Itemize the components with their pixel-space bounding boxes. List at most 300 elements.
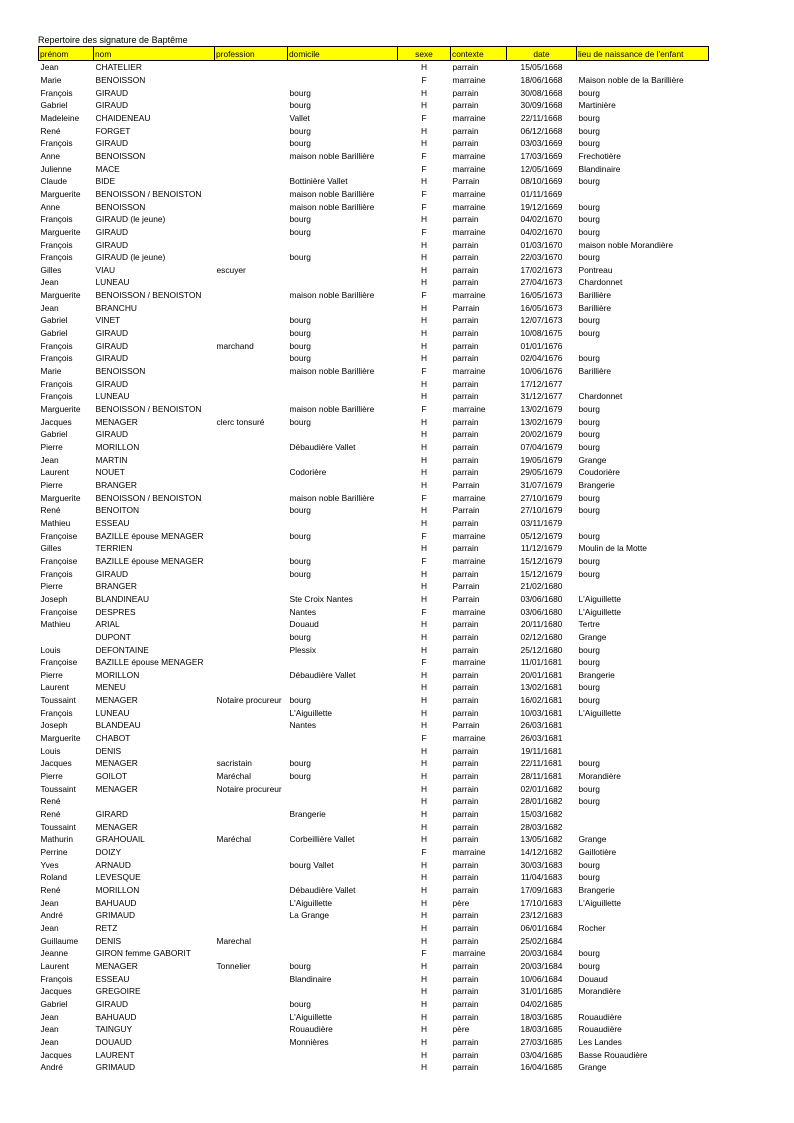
contexte-cell: Parrain xyxy=(452,176,480,187)
lieu-naissance-cell: Rocher xyxy=(578,922,606,933)
domicile-cell xyxy=(288,276,398,289)
date-cell: 26/03/1681 xyxy=(520,720,563,731)
date-cell: 12/05/1669 xyxy=(520,163,563,174)
profession-cell xyxy=(215,226,288,239)
sexe-cell: H xyxy=(420,859,428,870)
prenom-cell: Jeanne xyxy=(40,948,68,959)
header-profession: profession xyxy=(215,47,288,61)
profession-cell: clerc tonsuré xyxy=(216,416,265,427)
prenom-cell: Jean xyxy=(40,897,59,908)
prenom-cell: Jean xyxy=(40,277,59,288)
domicile-cell: bourg xyxy=(289,87,311,98)
lieu-naissance-cell: Grange xyxy=(578,1062,607,1073)
profession-cell xyxy=(215,1048,288,1061)
sexe-cell: F xyxy=(421,366,427,377)
sexe-cell: H xyxy=(420,87,428,98)
contexte-cell: parrain xyxy=(452,391,479,402)
sexe-cell: F xyxy=(421,492,427,503)
contexte-cell: parrain xyxy=(452,340,479,351)
table-row xyxy=(39,428,709,441)
domicile-cell: Rouaudière xyxy=(289,1024,333,1035)
table-row xyxy=(39,605,709,618)
sexe-cell: H xyxy=(420,62,428,73)
contexte-cell: parrain xyxy=(452,783,479,794)
sexe-cell: H xyxy=(420,1011,428,1022)
prenom-cell: Louis xyxy=(40,644,61,655)
domicile-cell xyxy=(288,782,398,795)
contexte-cell: parrain xyxy=(452,315,479,326)
nom-cell: GOILOT xyxy=(95,771,128,782)
lieu-naissance-cell: Moulin de la Motte xyxy=(578,543,647,554)
sexe-cell: H xyxy=(420,391,428,402)
domicile-cell: maison noble Barillière xyxy=(289,404,375,415)
prenom-cell: Pierre xyxy=(40,442,63,453)
lieu-naissance-cell xyxy=(577,339,709,352)
nom-cell: DENIS xyxy=(95,745,122,756)
sexe-cell: H xyxy=(420,353,428,364)
sexe-cell: H xyxy=(420,758,428,769)
contexte-cell: parrain xyxy=(452,87,479,98)
nom-cell: GRIMAUD xyxy=(95,910,136,921)
nom-cell: GREGOIRE xyxy=(95,986,141,997)
domicile-cell xyxy=(288,390,398,403)
domicile-cell xyxy=(288,377,398,390)
table-row xyxy=(39,896,709,909)
domicile-cell xyxy=(288,820,398,833)
contexte-cell: parrain xyxy=(452,859,479,870)
date-cell: 11/12/1679 xyxy=(520,543,563,554)
nom-cell: GIRAUD xyxy=(95,239,129,250)
sexe-cell: F xyxy=(421,733,427,744)
table-row xyxy=(39,377,709,390)
table-row xyxy=(39,403,709,416)
table-row xyxy=(39,1023,709,1036)
date-cell: 20/03/1684 xyxy=(520,960,563,971)
domicile-cell: maison noble Barillière xyxy=(289,150,375,161)
contexte-cell: parrain xyxy=(452,214,479,225)
domicile-cell xyxy=(288,301,398,314)
profession-cell xyxy=(215,112,288,125)
lieu-naissance-cell xyxy=(577,808,709,821)
date-cell: 13/02/1679 xyxy=(520,416,563,427)
lieu-naissance-cell xyxy=(577,517,709,530)
date-cell: 17/02/1673 xyxy=(520,264,563,275)
prenom-cell: François xyxy=(40,391,73,402)
table-row xyxy=(39,858,709,871)
sexe-cell: H xyxy=(420,935,428,946)
date-cell: 17/03/1669 xyxy=(520,150,563,161)
contexte-cell: parrain xyxy=(452,543,479,554)
prenom-cell: Jean xyxy=(40,302,59,313)
domicile-cell xyxy=(288,238,398,251)
date-cell: 02/12/1680 xyxy=(520,631,563,642)
date-cell: 04/02/1685 xyxy=(520,998,563,1009)
domicile-cell: bourg xyxy=(289,505,311,516)
profession-cell xyxy=(215,61,288,74)
prenom-cell: François xyxy=(40,378,73,389)
lieu-naissance-cell: Pontreau xyxy=(578,264,613,275)
domicile-cell xyxy=(288,74,398,87)
nom-cell: DUPONT xyxy=(95,631,131,642)
lieu-naissance-cell: Coudorière xyxy=(578,467,620,478)
prenom-cell: Toussaint xyxy=(40,695,76,706)
profession-cell xyxy=(215,188,288,201)
contexte-cell: marraine xyxy=(452,404,486,415)
prenom-cell: Mathieu xyxy=(40,517,71,528)
prenom-cell: Jacques xyxy=(40,986,72,997)
table-row xyxy=(39,504,709,517)
table-row xyxy=(39,669,709,682)
prenom-cell: Toussaint xyxy=(40,821,76,832)
date-cell: 02/01/1682 xyxy=(520,783,563,794)
lieu-naissance-cell: Grange xyxy=(578,834,607,845)
sexe-cell: F xyxy=(421,188,427,199)
header-nom: nom xyxy=(94,47,215,61)
nom-cell: DOUAUD xyxy=(95,1036,132,1047)
contexte-cell: parrain xyxy=(452,1049,479,1060)
domicile-cell: L'Aiguillette xyxy=(289,897,333,908)
date-cell: 10/03/1681 xyxy=(520,707,563,718)
table-row xyxy=(39,276,709,289)
nom-cell: GIRAUD xyxy=(95,998,129,1009)
date-cell: 22/11/1668 xyxy=(520,112,563,123)
nom-cell: GIRARD xyxy=(95,809,129,820)
profession-cell: Maréchal xyxy=(216,771,251,782)
table-row xyxy=(39,681,709,694)
contexte-cell: parrain xyxy=(452,960,479,971)
prenom-cell: Pierre xyxy=(40,479,63,490)
header-sexe: sexe xyxy=(398,47,451,61)
domicile-cell xyxy=(288,162,398,175)
nom-cell: GIRAUD (le jeune) xyxy=(95,252,166,263)
profession-cell xyxy=(215,479,288,492)
lieu-naissance-cell: bourg xyxy=(578,176,600,187)
lieu-naissance-cell: Grange xyxy=(578,631,607,642)
sexe-cell: F xyxy=(421,404,427,415)
contexte-cell: parrain xyxy=(452,568,479,579)
nom-cell: GIRAUD xyxy=(95,429,129,440)
prenom-cell: Gabriel xyxy=(40,315,68,326)
prenom-cell: Pierre xyxy=(40,669,63,680)
lieu-naissance-cell xyxy=(577,744,709,757)
domicile-cell: bourg Vallet xyxy=(289,859,334,870)
domicile-cell: L'Aiguillette xyxy=(289,707,333,718)
prenom-cell: Jean xyxy=(40,454,59,465)
contexte-cell: parrain xyxy=(452,745,479,756)
lieu-naissance-cell: Morandière xyxy=(578,771,621,782)
date-cell: 05/12/1679 xyxy=(520,530,563,541)
profession-cell xyxy=(215,251,288,264)
document-sheet xyxy=(38,35,718,1074)
nom-cell: GIRAUD xyxy=(95,328,129,339)
date-cell: 15/05/1668 xyxy=(520,62,563,73)
sexe-cell: F xyxy=(421,74,427,85)
prenom-cell: Jean xyxy=(40,1011,59,1022)
prenom-cell: Jean xyxy=(40,922,59,933)
domicile-cell: bourg xyxy=(289,226,311,237)
contexte-cell: parrain xyxy=(452,631,479,642)
nom-cell: GIRAUD xyxy=(95,378,129,389)
profession-cell xyxy=(215,580,288,593)
nom-cell: LAURENT xyxy=(95,1049,135,1060)
nom-cell: CHAIDENEAU xyxy=(95,112,151,123)
date-cell: 20/03/1684 xyxy=(520,948,563,959)
prenom-cell: Françoise xyxy=(40,555,78,566)
contexte-cell: parrain xyxy=(452,454,479,465)
sexe-cell: H xyxy=(420,252,428,263)
date-cell: 19/05/1679 xyxy=(520,454,563,465)
lieu-naissance-cell: bourg xyxy=(578,252,600,263)
table-row xyxy=(39,529,709,542)
domicile-cell: maison noble Barillière xyxy=(289,188,375,199)
domicile-cell xyxy=(288,871,398,884)
lieu-naissance-cell: Maison noble de la Barillière xyxy=(578,74,684,85)
contexte-cell: Parrain xyxy=(452,505,480,516)
date-cell: 16/05/1673 xyxy=(520,290,563,301)
prenom-cell: Roland xyxy=(40,872,68,883)
contexte-cell: parrain xyxy=(452,809,479,820)
sexe-cell: F xyxy=(421,657,427,668)
nom-cell: BAHUAUD xyxy=(95,897,137,908)
profession-cell xyxy=(215,846,288,859)
sexe-cell: H xyxy=(420,771,428,782)
nom-cell: CHATELIER xyxy=(95,62,142,73)
contexte-cell: parrain xyxy=(452,986,479,997)
prenom-cell: Joseph xyxy=(40,720,68,731)
date-cell: 01/03/1670 xyxy=(520,239,563,250)
table-row xyxy=(39,61,709,74)
prenom-cell: Gabriel xyxy=(40,100,68,111)
profession-cell: marchand xyxy=(216,340,254,351)
profession-cell xyxy=(215,162,288,175)
prenom-cell: René xyxy=(40,884,61,895)
sexe-cell: H xyxy=(420,239,428,250)
nom-cell: GIRAUD xyxy=(95,87,129,98)
contexte-cell: marraine xyxy=(452,657,486,668)
sexe-cell: H xyxy=(420,315,428,326)
lieu-naissance-cell: bourg xyxy=(578,783,600,794)
sexe-cell: H xyxy=(420,467,428,478)
sexe-cell: H xyxy=(420,998,428,1009)
profession-cell xyxy=(215,947,288,960)
table-row xyxy=(39,1036,709,1049)
table-row xyxy=(39,985,709,998)
contexte-cell: parrain xyxy=(452,100,479,111)
profession-cell xyxy=(215,403,288,416)
profession-cell xyxy=(215,681,288,694)
domicile-cell: bourg xyxy=(289,315,311,326)
nom-cell: BENOISSON / BENOISTON xyxy=(95,404,202,415)
prenom-cell: André xyxy=(40,910,63,921)
nom-cell: MENAGER xyxy=(95,960,138,971)
table-row xyxy=(39,1010,709,1023)
nom-cell: GRIMAUD xyxy=(95,1062,136,1073)
table-row xyxy=(39,656,709,669)
date-cell: 19/11/1681 xyxy=(520,745,563,756)
sexe-cell: H xyxy=(420,328,428,339)
date-cell: 01/11/1669 xyxy=(520,188,563,199)
table-row xyxy=(39,871,709,884)
sexe-cell: H xyxy=(420,973,428,984)
date-cell: 22/03/1670 xyxy=(520,252,563,263)
contexte-cell: marraine xyxy=(452,366,486,377)
profession-cell xyxy=(215,871,288,884)
nom-cell: MORILLON xyxy=(95,669,140,680)
lieu-naissance-cell: maison noble Morandière xyxy=(578,239,674,250)
nom-cell: FORGET xyxy=(95,125,131,136)
profession-cell xyxy=(215,289,288,302)
date-cell: 20/02/1679 xyxy=(520,429,563,440)
date-cell: 10/06/1684 xyxy=(520,973,563,984)
table-row xyxy=(39,137,709,150)
contexte-cell: père xyxy=(452,1024,470,1035)
nom-cell: BAHUAUD xyxy=(95,1011,137,1022)
nom-cell: RETZ xyxy=(95,922,118,933)
contexte-cell: parrain xyxy=(452,884,479,895)
contexte-cell: parrain xyxy=(452,1036,479,1047)
nom-cell: LUNEAU xyxy=(95,707,130,718)
table-row xyxy=(39,998,709,1011)
prenom-cell: Gilles xyxy=(40,264,62,275)
contexte-cell: marraine xyxy=(452,188,486,199)
prenom-cell: Joseph xyxy=(40,593,68,604)
sexe-cell: H xyxy=(420,1062,428,1073)
profession-cell xyxy=(215,896,288,909)
profession-cell xyxy=(215,301,288,314)
lieu-naissance-cell: bourg xyxy=(578,530,600,541)
lieu-naissance-cell: Les Landes xyxy=(578,1036,622,1047)
date-cell: 15/03/1682 xyxy=(520,809,563,820)
domicile-cell: Blandinaire xyxy=(289,973,332,984)
domicile-cell xyxy=(288,922,398,935)
domicile-cell: Nantes xyxy=(289,720,317,731)
date-cell: 30/09/1668 xyxy=(520,100,563,111)
contexte-cell: parrain xyxy=(452,619,479,630)
table-row xyxy=(39,339,709,352)
table-row xyxy=(39,314,709,327)
profession-cell: escuyer xyxy=(216,264,246,275)
profession-cell xyxy=(215,529,288,542)
prenom-cell: Marie xyxy=(40,74,62,85)
domicile-cell: bourg xyxy=(289,138,311,149)
profession-cell: Marechal xyxy=(216,935,251,946)
sexe-cell: F xyxy=(421,948,427,959)
profession-cell xyxy=(215,175,288,188)
sexe-cell: H xyxy=(420,277,428,288)
nom-cell: BLANDINEAU xyxy=(95,593,150,604)
domicile-cell xyxy=(288,1048,398,1061)
profession-cell xyxy=(215,86,288,99)
prenom-cell: Julienne xyxy=(40,163,72,174)
domicile-cell: bourg xyxy=(289,328,311,339)
lieu-naissance-cell xyxy=(577,909,709,922)
profession-cell xyxy=(215,669,288,682)
lieu-naissance-cell xyxy=(577,580,709,593)
prenom-cell: Guillaume xyxy=(40,935,79,946)
sexe-cell: F xyxy=(421,112,427,123)
lieu-naissance-cell: Barillière xyxy=(578,366,612,377)
profession-cell xyxy=(215,314,288,327)
domicile-cell: Débaudière Vallet xyxy=(289,669,356,680)
nom-cell: DENIS xyxy=(95,935,122,946)
profession-cell xyxy=(215,998,288,1011)
domicile-cell: Bottinière Vallet xyxy=(289,176,348,187)
nom-cell: BLANDEAU xyxy=(95,720,141,731)
table-row xyxy=(39,1048,709,1061)
sexe-cell: H xyxy=(420,720,428,731)
document-title: Repertoire des signature de Baptême xyxy=(38,35,188,45)
profession-cell xyxy=(215,719,288,732)
date-cell: 28/11/1681 xyxy=(520,771,563,782)
contexte-cell: Parrain xyxy=(452,720,480,731)
table-row xyxy=(39,466,709,479)
sexe-cell: H xyxy=(420,302,428,313)
nom-cell: BENOISSON / BENOISTON xyxy=(95,492,202,503)
table-row xyxy=(39,972,709,985)
prenom-cell: Françoise xyxy=(40,606,78,617)
domicile-cell: Nantes xyxy=(289,606,317,617)
lieu-naissance-cell: Chardonnet xyxy=(578,391,623,402)
lieu-naissance-cell: L'Aiguillette xyxy=(578,593,622,604)
table-row xyxy=(39,365,709,378)
sexe-cell: H xyxy=(420,593,428,604)
prenom-cell: Laurent xyxy=(40,682,69,693)
lieu-naissance-cell: L'Aiguillette xyxy=(578,707,622,718)
contexte-cell: parrain xyxy=(452,239,479,250)
table-row xyxy=(39,719,709,732)
contexte-cell: parrain xyxy=(452,973,479,984)
profession-cell xyxy=(215,491,288,504)
date-cell: 27/10/1679 xyxy=(520,505,563,516)
sexe-cell: H xyxy=(420,1036,428,1047)
table-row xyxy=(39,188,709,201)
nom-cell: BENOISSON / BENOISTON xyxy=(95,290,202,301)
sexe-cell: H xyxy=(420,884,428,895)
date-cell: 17/10/1683 xyxy=(520,897,563,908)
table-row xyxy=(39,542,709,555)
domicile-cell: bourg xyxy=(289,214,311,225)
date-cell: 10/06/1676 xyxy=(520,366,563,377)
contexte-cell: père xyxy=(452,897,470,908)
contexte-cell: parrain xyxy=(452,644,479,655)
sexe-cell: H xyxy=(420,631,428,642)
lieu-naissance-cell: Brangerie xyxy=(578,884,615,895)
prenom-cell: Françoise xyxy=(40,530,78,541)
contexte-cell: marraine xyxy=(452,163,486,174)
sexe-cell: H xyxy=(420,910,428,921)
date-cell: 04/02/1670 xyxy=(520,226,563,237)
prenom-cell: René xyxy=(40,809,61,820)
domicile-cell: Monnières xyxy=(289,1036,329,1047)
prenom-cell: Jacques xyxy=(40,1049,72,1060)
prenom-cell: René xyxy=(40,796,61,807)
table-row xyxy=(39,694,709,707)
sexe-cell: F xyxy=(421,555,427,566)
lieu-naissance-cell xyxy=(577,188,709,201)
contexte-cell: parrain xyxy=(452,922,479,933)
nom-cell: BENOISSON xyxy=(95,74,146,85)
nom-cell: ESSEAU xyxy=(95,973,130,984)
table-row xyxy=(39,909,709,922)
prenom-cell: Laurent xyxy=(40,960,69,971)
profession-cell: sacristain xyxy=(216,758,252,769)
nom-cell: BENOITON xyxy=(95,505,140,516)
domicile-cell xyxy=(288,479,398,492)
nom-cell: BRANGER xyxy=(95,479,137,490)
sexe-cell: H xyxy=(420,644,428,655)
domicile-cell: bourg xyxy=(289,100,311,111)
date-cell: 22/11/1681 xyxy=(520,758,563,769)
